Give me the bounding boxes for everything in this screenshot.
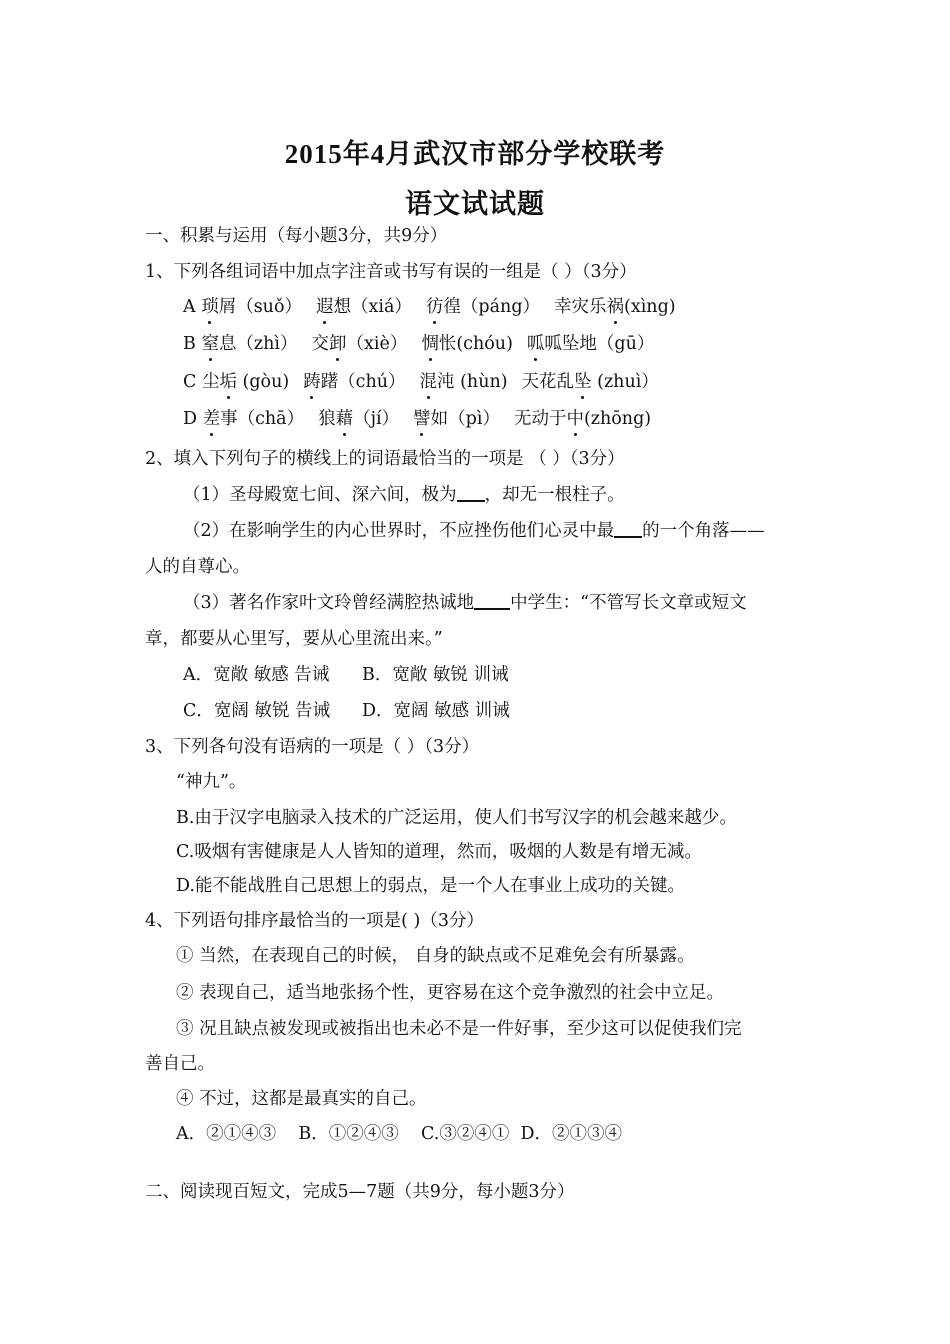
blank-2 [614,520,642,538]
q3-option-b: B.由于汉字电脑录入技术的广泛运用，使人们书写汉字的机会越来越少。 [176,808,737,828]
q3-option-d: D.能不能战胜自己思想上的弱点，是一个人在事业上成功的关键。 [176,876,685,896]
q2-option-c: C．宽阔 敏锐 告诫 [183,701,331,721]
q3-option-a: “神九”。 [176,772,247,792]
q4-options: A．②①④③ B．①②④③ C.③②④① D．②①③④ [176,1124,622,1144]
q1-option-c: C 尘垢 (gòu) 踌躇（chú） 混沌 (hùn) 天花乱坠 (zhuì） [183,372,659,392]
blank-1 [457,484,485,502]
q1-option-b: B 窒息（zhì） 交卸（xiè） 惆怅(chóu) 呱呱坠地（gū） [183,334,655,354]
q4-sentence-1: ① 当然，在表现自己的时候， 自身的缺点或不足难免会有所暴露。 [176,946,695,966]
q4-sentence-2: ② 表现自己，适当地张扬个性，更容易在这个竞争激烈的社会中立足。 [176,983,725,1003]
q2-sentence-1: （1）圣母殿宽七间、深六间，极为 ，却无一根柱子。 [183,485,625,505]
q2-option-a: A．宽敞 敏感 告诫 [183,665,330,685]
q3-stem: 3、下列各句没有语病的一项是（ ）（3分） [145,737,480,757]
q4-sentence-3-cont: 善自己。 [145,1054,215,1074]
q2-stem: 2、填入下列句子的横线上的词语最恰当的一项是 （ ）（3分） [145,449,625,469]
section2-heading: 二、阅读现百短文，完成5—7题（共9分，每小题3分） [145,1182,575,1202]
q2-option-b: B．宽敞 敏锐 训诫 [362,665,509,685]
q4-sentence-4: ④ 不过，这都是最真实的自己。 [176,1089,427,1109]
q2-sentence-3: （3）著名作家叶文玲曾经满腔热诚地 中学生：“不管写长文章或短文 [183,593,747,613]
q4-sentence-3: ③ 况且缺点被发现或被指出也未必不是一件好事，至少这可以促使我们完 [176,1019,742,1039]
q2-sentence-2-cont: 人的自尊心。 [145,557,250,577]
q1-option-d: D 差事（chā） 狼藉（jí） 譬如（pì） 无动于中(zhōng) [183,409,652,429]
q4-stem: 4、下列语句排序最恰当的一项是( )（3分） [145,911,484,931]
blank-3 [474,592,510,610]
q3-option-c: C.吸烟有害健康是人人皆知的道理，然而，吸烟的人数是有增无减。 [176,842,702,862]
q1-stem: 1、下列各组词语中加点字注音或书写有误的一组是（ ）（3分） [145,262,637,282]
q2-option-d: D．宽阔 敏感 训诫 [362,701,510,721]
q2-sentence-3-cont: 章，都要从心里写，要从心里流出来。” [145,629,443,649]
exam-subtitle: 语文试试题 [405,189,545,219]
q2-sentence-2: （2）在影响学生的内心世界时，不应挫伤他们心灵中最 的一个角落—— [183,521,765,541]
exam-title: 2015年4月武汉市部分学校联考 [284,139,666,169]
section1-heading: 一、积累与运用（每小题3分，共9分） [145,226,448,246]
q1-option-a: A 琐屑（suǒ） 遐想（xiá） 彷徨（páng） 幸灾乐祸(xìng) [183,297,676,317]
